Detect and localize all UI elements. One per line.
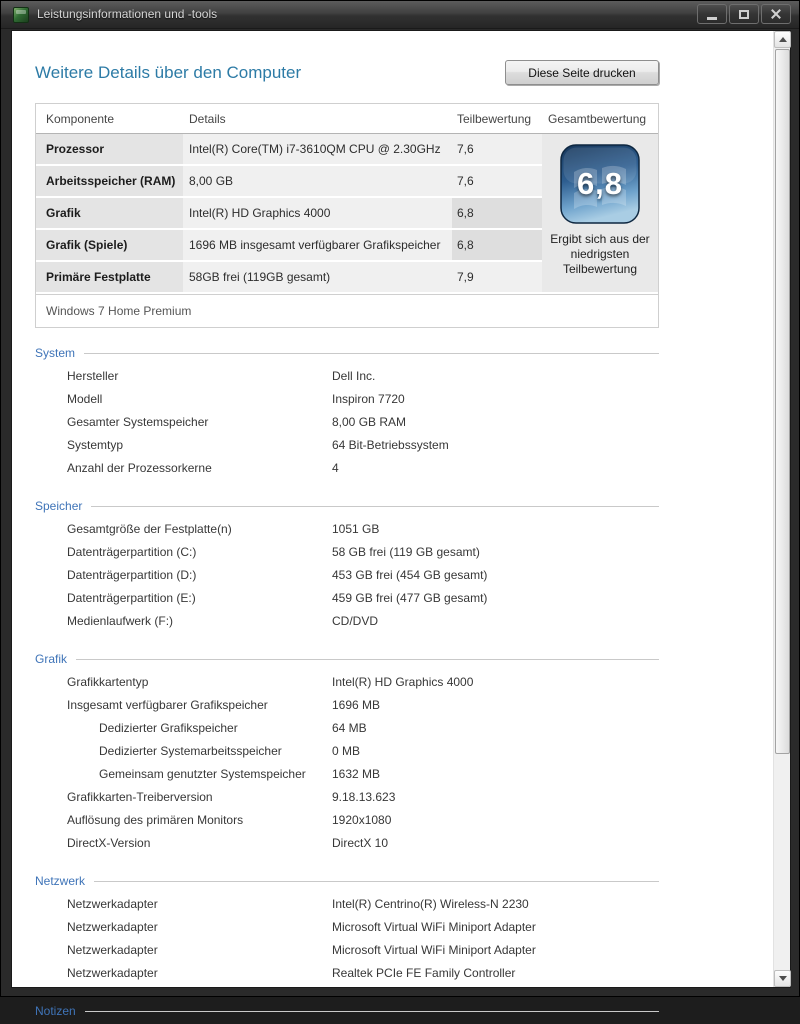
list-item [35, 695, 659, 718]
list-item [35, 787, 659, 810]
window-controls [697, 4, 791, 24]
performance-tools-app-icon [13, 7, 29, 23]
info-label: Datenträgerpartition (D:) [67, 568, 197, 582]
info-label: Modell [67, 392, 103, 406]
minimize-icon [707, 17, 717, 20]
component-subscore-lowest: 6,8 [452, 198, 542, 228]
list-item [35, 963, 659, 986]
component-subscore: 7,6 [452, 134, 542, 164]
list-item-sub [35, 718, 659, 741]
component-subscore: 7,6 [452, 166, 542, 196]
list-item [35, 542, 659, 565]
info-label: Gemeinsam genutzter Systemspeicher [99, 767, 306, 781]
component-name: Arbeitsspeicher (RAM) [36, 166, 183, 196]
info-value: DirectX 10 [332, 836, 389, 850]
component-details: 58GB frei (119GB gesamt) [183, 262, 452, 292]
section-header-speicher: Speicher [35, 499, 659, 513]
titlebar[interactable] [1, 1, 799, 29]
list-item [35, 611, 659, 634]
info-value: 9.18.13.623 [332, 790, 396, 804]
info-label: Datenträgerpartition (C:) [67, 545, 197, 559]
info-value: 8,00 GB RAM [332, 415, 407, 429]
component-name: Primäre Festplatte [36, 262, 183, 292]
list-item [35, 672, 659, 695]
overall-score-panel [542, 134, 658, 292]
info-label: Netzwerkadapter [67, 920, 158, 934]
score-table-header [36, 104, 658, 134]
info-value: 64 Bit-Betriebssystem [332, 438, 449, 452]
base-score-value: 6,8 [576, 166, 624, 201]
section-header-grafik: Grafik [35, 652, 659, 666]
info-label: Grafikkartentyp [67, 675, 149, 689]
info-value: Intel(R) HD Graphics 4000 [332, 675, 474, 689]
list-item [35, 810, 659, 833]
score-table-body [36, 134, 658, 292]
info-label: Auflösung des primären Monitors [67, 813, 244, 827]
info-value: Microsoft Virtual WiFi Miniport Adapter [332, 920, 536, 934]
info-label: Netzwerkadapter [67, 943, 158, 957]
list-item [35, 833, 659, 856]
scrollbar-thumb[interactable] [775, 49, 790, 754]
info-label: Insgesamt verfügbarer Grafikspeicher [67, 698, 268, 712]
page [12, 31, 773, 1018]
component-name: Grafik [36, 198, 183, 228]
info-label: Netzwerkadapter [67, 897, 158, 911]
info-value: CD/DVD [332, 614, 379, 628]
list-item [35, 366, 659, 389]
page-title: Weitere Details über den Computer [35, 63, 302, 82]
section-header-notizen: Notizen [35, 1004, 659, 1018]
arrow-up-icon [779, 37, 787, 42]
info-value: 4 [332, 461, 339, 475]
score-table [35, 103, 659, 328]
list-item [35, 458, 659, 481]
info-label: Medienlaufwerk (F:) [67, 614, 174, 628]
base-score-caption: Ergibt sich aus der niedrigsten Teilbewertung [550, 232, 650, 276]
list-item [35, 917, 659, 940]
info-value: Microsoft Virtual WiFi Miniport Adapter [332, 943, 536, 957]
info-label: Systemtyp [67, 438, 124, 452]
list-item-sub [35, 764, 659, 787]
window-title: Leistungsinformationen und -tools [37, 7, 218, 21]
info-value: 1920x1080 [332, 813, 392, 827]
info-label: Anzahl der Prozessorkerne [67, 461, 212, 475]
info-value: 1051 GB [332, 522, 380, 536]
vertical-scrollbar[interactable] [773, 31, 790, 987]
component-details: Intel(R) HD Graphics 4000 [183, 198, 452, 228]
list-item [35, 519, 659, 542]
maximize-icon [739, 10, 749, 19]
section-header-netzwerk: Netzwerk [35, 874, 659, 888]
component-name: Prozessor [36, 134, 183, 164]
info-value: 1696 MB [332, 698, 381, 712]
list-item [35, 389, 659, 412]
component-details: 8,00 GB [183, 166, 452, 196]
header-details: Details [189, 111, 226, 126]
minimize-button[interactable] [697, 4, 727, 24]
arrow-down-icon [779, 976, 787, 981]
close-button[interactable] [761, 4, 791, 24]
component-details: 1696 MB insgesamt verfügbarer Grafikspeicher [183, 230, 452, 260]
info-label: Gesamtgröße der Festplatte(n) [67, 522, 232, 536]
header-komponente: Komponente [46, 111, 115, 126]
header-gesamtbewertung: Gesamtbewertung [548, 111, 647, 126]
info-label: Hersteller [67, 369, 119, 383]
component-name: Grafik (Spiele) [36, 230, 183, 260]
header-teilbewertung: Teilbewertung [457, 111, 532, 126]
info-label: Grafikkarten-Treiberversion [67, 790, 213, 804]
info-label: Netzwerkadapter [67, 966, 158, 980]
list-item [35, 588, 659, 611]
info-value: Intel(R) Centrino(R) Wireless-N 2230 [332, 897, 529, 911]
print-page-button[interactable]: Diese Seite drucken [505, 60, 659, 85]
list-item [35, 435, 659, 458]
component-details: Intel(R) Core(TM) i7-3610QM CPU @ 2.30GHz [183, 134, 452, 164]
info-value: Dell Inc. [332, 369, 376, 383]
info-label: DirectX-Version [67, 836, 151, 850]
info-value: 64 MB [332, 721, 367, 735]
component-subscore: 7,9 [452, 262, 542, 292]
list-item [35, 940, 659, 963]
component-subscore-lowest: 6,8 [452, 230, 542, 260]
info-value: 0 MB [332, 744, 361, 758]
list-item [35, 412, 659, 435]
info-value: 58 GB frei (119 GB gesamt) [332, 545, 480, 559]
os-edition-label: Windows 7 Home Premium [36, 294, 658, 327]
info-label: Dedizierter Grafikspeicher [99, 721, 238, 735]
detail-sections [35, 327, 659, 1024]
list-item [35, 565, 659, 588]
info-label: Datenträgerpartition (E:) [67, 591, 196, 605]
info-label: Gesamter Systemspeicher [67, 415, 209, 429]
section-header-system: System [35, 346, 659, 360]
info-label: Dedizierter Systemarbeitsspeicher [99, 744, 282, 758]
list-item [35, 894, 659, 917]
info-value: 453 GB frei (454 GB gesamt) [332, 568, 488, 582]
info-value: 1632 MB [332, 767, 381, 781]
info-value: Realtek PCIe FE Family Controller [332, 966, 516, 980]
content-area [11, 30, 791, 1018]
maximize-button[interactable] [729, 4, 759, 24]
scroll-down-button[interactable] [774, 970, 791, 987]
windows-experience-index-badge [560, 144, 640, 224]
info-value: 459 GB frei (477 GB gesamt) [332, 591, 488, 605]
info-value: Inspiron 7720 [332, 392, 405, 406]
scroll-up-button[interactable] [774, 31, 791, 48]
list-item-sub [35, 741, 659, 764]
close-icon [770, 8, 782, 20]
